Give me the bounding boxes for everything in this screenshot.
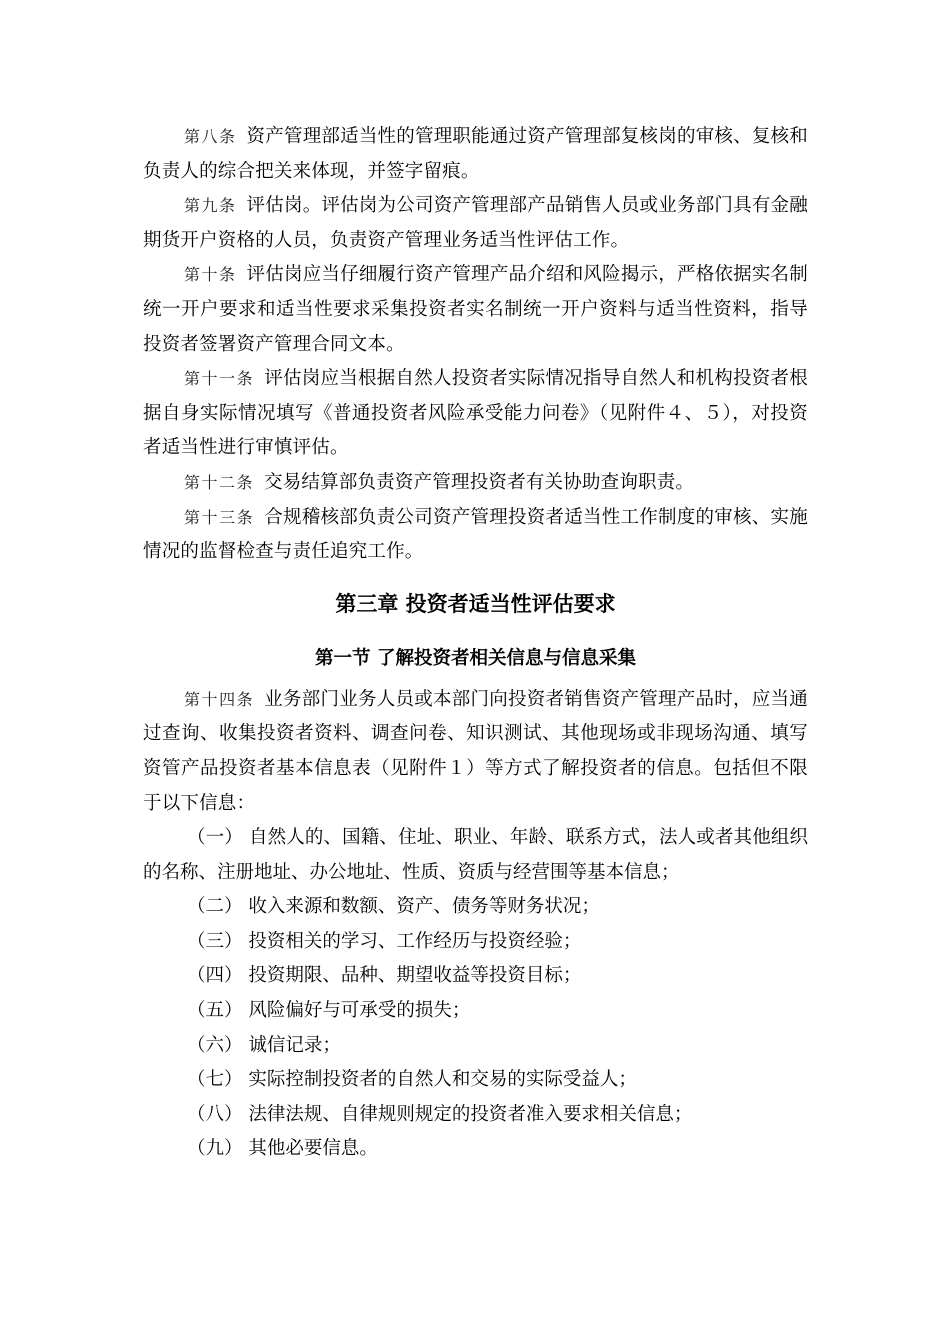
article-9 bbox=[143, 189, 808, 258]
list-item-text: 诚信记录； bbox=[248, 1034, 341, 1056]
list-item-number: （四） bbox=[187, 965, 243, 987]
list-item bbox=[143, 959, 808, 994]
list-item bbox=[143, 821, 808, 890]
list-item-text: 投资期限、品种、期望收益等投资目标； bbox=[248, 965, 582, 987]
article-number: 第八条 bbox=[184, 127, 237, 146]
document-body bbox=[143, 120, 808, 1167]
article-text: 交易结算部负责资产管理投资者有关协助查询职责。 bbox=[264, 471, 695, 493]
article-text: 评估岗应当根据自然人投资者实际情况指导自然人和机构投资者根据自身实际情况填写《普通投资者风险承受能力问卷》（见附件４、５），对投资者适当性进行审慎评估。 bbox=[143, 368, 808, 459]
article-number: 第十二条 bbox=[184, 472, 255, 492]
article-number: 第九条 bbox=[184, 196, 237, 216]
article-text: 评估岗应当仔细履行资产管理产品介绍和风险揭示，严格依据实名制统一开户要求和适当性要求采集投资者实名制统一开户资料与适当性资料，指导投资者签署资产管理合同文本。 bbox=[143, 264, 808, 355]
list-item-number: （五） bbox=[187, 1000, 243, 1022]
list-item-text: 收入来源和数额、资产、债务等财务状况； bbox=[248, 896, 600, 918]
article-12 bbox=[143, 466, 808, 501]
article-10 bbox=[143, 258, 808, 362]
list-item-number: （六） bbox=[187, 1034, 243, 1056]
list-item-number: （八） bbox=[187, 1103, 243, 1125]
list-item bbox=[143, 1132, 808, 1167]
list-item-number: （七） bbox=[187, 1069, 243, 1091]
article-13 bbox=[143, 501, 808, 570]
list-item-text: 法律法规、自律规则规定的投资者准入要求相关信息； bbox=[248, 1103, 693, 1125]
list-item-text: 投资相关的学习、工作经历与投资经验； bbox=[248, 930, 582, 952]
list-item-text: 自然人的、国籍、住址、职业、年龄、联系方式，法人或者其他组织的名称、注册地址、办公地址、性质、资质与经营围等基本信息； bbox=[143, 827, 808, 883]
list-item bbox=[143, 890, 808, 925]
list-item-number: （二） bbox=[187, 896, 243, 918]
article-text: 合规稽核部负责公司资产管理投资者适当性工作制度的审核、实施情况的监督检查与责任追究工作。 bbox=[143, 506, 808, 563]
article-number: 第十三条 bbox=[184, 507, 255, 527]
article-text: 资产管理部适当性的管理职能通过资产管理部复核岗的审核、复核和负责人的综合把关来体现，并签字留痕。 bbox=[143, 126, 808, 182]
list-item bbox=[143, 925, 808, 960]
article-8 bbox=[143, 120, 808, 189]
article-number: 第十一条 bbox=[184, 369, 255, 389]
list-item bbox=[143, 1063, 808, 1098]
article-11 bbox=[143, 362, 808, 466]
chapter-title: 第三章 投资者适当性评估要求 bbox=[335, 591, 616, 616]
list-item-text: 风险偏好与可承受的损失； bbox=[248, 1000, 471, 1022]
article-text: 业务部门业务人员或本部门向投资者销售资产管理产品时，应当通过查询、收集投资者资料、调查问卷、知识测试、其他现场或非现场沟通、填写资管产品投资者基本信息表（见附件１）等方式了解投资者的信息。包括但不限于以下信息： bbox=[143, 688, 808, 814]
list-item-text: 实际控制投资者的自然人和交易的实际受益人； bbox=[248, 1069, 637, 1091]
list-item bbox=[143, 1029, 808, 1064]
article-number: 第十四条 bbox=[184, 689, 255, 709]
list-item bbox=[143, 994, 808, 1029]
article-14 bbox=[143, 683, 808, 821]
list-item-text: 其他必要信息。 bbox=[248, 1138, 378, 1160]
section-title: 第一节 了解投资者相关信息与信息采集 bbox=[315, 647, 636, 669]
list-item bbox=[143, 1098, 808, 1133]
article-text: 评估岗。评估岗为公司资产管理部产品销售人员或业务部门具有金融期货开户资格的人员，负责资产管理业务适当性评估工作。 bbox=[143, 195, 808, 251]
article-number: 第十条 bbox=[184, 265, 237, 285]
list-item-number: （三） bbox=[187, 930, 243, 952]
list-item-number: （九） bbox=[187, 1138, 243, 1160]
list-item-number: （一） bbox=[187, 827, 243, 849]
